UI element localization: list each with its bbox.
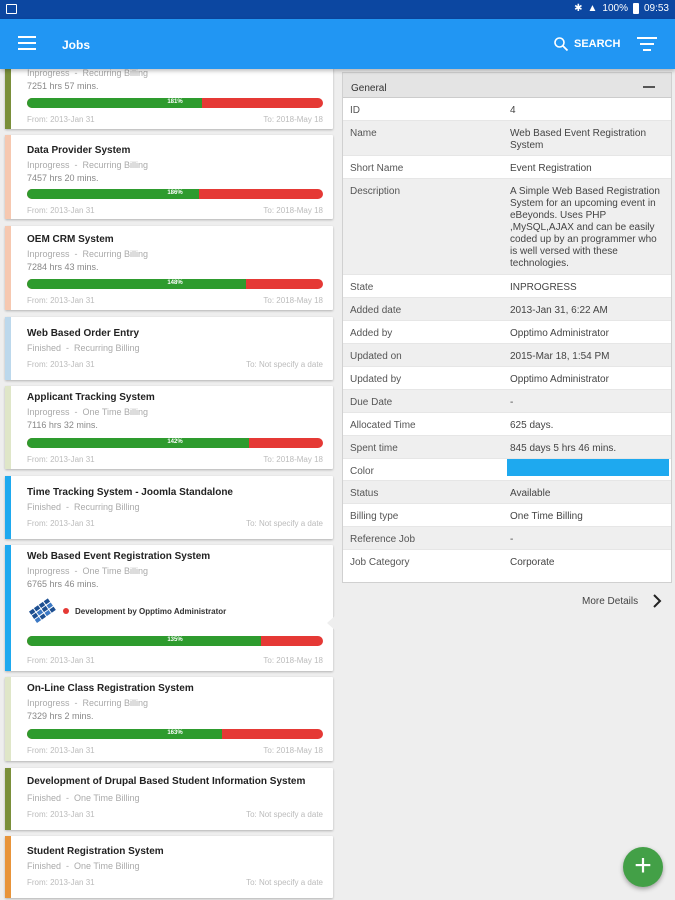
progress-bar xyxy=(27,729,323,739)
job-to-date: To: Not specify a date xyxy=(246,878,323,887)
job-color-strip xyxy=(5,386,11,469)
job-color-strip xyxy=(5,69,11,129)
job-to-date: To: 2018-May 18 xyxy=(263,206,323,215)
more-details-link[interactable] xyxy=(582,594,662,608)
job-to-date: To: Not specify a date xyxy=(246,810,323,819)
job-card[interactable]: Web Based Order Entry Finished - Recurring Billing From: 2013-Jan 31 To: Not specify a date xyxy=(5,317,333,380)
progress-bar xyxy=(27,189,323,199)
job-status: Inprogress xyxy=(27,160,70,170)
detail-row-allocated-time: Allocated Time 625 days. xyxy=(343,413,671,436)
job-from-date: From: 2013-Jan 31 xyxy=(27,746,95,755)
more-details-label: More Details xyxy=(582,595,639,607)
progress-bar xyxy=(27,98,323,108)
job-title: Student Registration System xyxy=(27,846,164,857)
job-status: Inprogress xyxy=(27,698,70,708)
job-to-date: To: 2018-May 18 xyxy=(263,296,323,305)
progress-label: 148% xyxy=(167,280,183,286)
job-card[interactable]: Inprogress - Recurring Billing 7251 hrs 57 mins. 181% From: 2013-Jan 31 To: 2018-May 18 xyxy=(5,69,333,129)
job-card[interactable]: On-Line Class Registration System Inprogress - Recurring Billing 7329 hrs 2 mins. 163% From: 2013-Jan 31 To: 2018-May 18 xyxy=(5,677,333,761)
job-card[interactable]: Data Provider System Inprogress - Recurring Billing 7457 hrs 20 mins. 186% From: 2013-Jan 31 To: 2018-May 18 xyxy=(5,135,333,219)
job-to-date: To: 2018-May 18 xyxy=(263,455,323,464)
job-billing: Recurring Billing xyxy=(74,343,140,353)
detail-row-updated-on: Updated on 2015-Mar 18, 1:54 PM xyxy=(343,344,671,367)
job-from-date: From: 2013-Jan 31 xyxy=(27,656,95,665)
job-hours: 7457 hrs 20 mins. xyxy=(27,173,99,183)
job-card[interactable]: OEM CRM System Inprogress - Recurring Billing 7284 hrs 43 mins. 148% From: 2013-Jan 31 To: 2018-May 18 xyxy=(5,226,333,310)
job-title: On-Line Class Registration System xyxy=(27,683,194,694)
job-billing: One Time Billing xyxy=(82,407,149,417)
job-to-date: To: 2018-May 18 xyxy=(263,746,323,755)
job-card[interactable]: Time Tracking System - Joomla Standalone Finished - Recurring Billing From: 2013-Jan 31 To: Not specify a date xyxy=(5,476,333,539)
job-color-strip xyxy=(5,226,11,310)
developer-status-dot xyxy=(63,608,69,614)
detail-row-spent-time: Spent time 845 days 5 hrs 46 mins. xyxy=(343,436,671,459)
filter-icon[interactable] xyxy=(637,37,657,51)
job-status: Inprogress xyxy=(27,249,70,259)
job-detail-panel xyxy=(342,72,672,583)
job-status: Finished xyxy=(27,502,62,512)
job-card[interactable]: Development of Drupal Based Student Information System Finished - One Time Billing From: 2013-Jan 31 To: Not specify a date xyxy=(5,768,333,830)
app-bar xyxy=(0,19,675,69)
detail-row-added-date: Added date 2013-Jan 31, 6:22 AM xyxy=(343,298,671,321)
detail-row-description: Description A Simple Web Based Registration System for an upcoming event in eBeyonds. Uses PHP ,MySQL,AJAX and can be easily coded up by an programmer who is well versed with these technologies. xyxy=(343,179,671,275)
job-hours: 7284 hrs 43 mins. xyxy=(27,262,99,272)
search-label: SEARCH xyxy=(574,38,621,50)
job-from-date: From: 2013-Jan 31 xyxy=(27,206,95,215)
job-color-strip xyxy=(5,836,11,898)
detail-row-color: Color xyxy=(343,459,671,481)
chevron-right-icon xyxy=(652,594,662,608)
job-color-strip xyxy=(5,476,11,539)
gallery-icon xyxy=(6,4,17,14)
detail-row-reference-job: Reference Job - xyxy=(343,527,671,550)
battery-icon xyxy=(633,3,639,14)
job-title: Applicant Tracking System xyxy=(27,392,155,403)
detail-row-due-date: Due Date - xyxy=(343,390,671,413)
selection-pointer xyxy=(327,615,336,631)
job-hours: 6765 hrs 46 mins. xyxy=(27,579,99,589)
battery-percent: 100% xyxy=(602,3,628,14)
progress-label: 186% xyxy=(167,190,183,196)
job-title: OEM CRM System xyxy=(27,234,114,245)
job-billing: Recurring Billing xyxy=(74,502,140,512)
job-from-date: From: 2013-Jan 31 xyxy=(27,455,95,464)
collapse-icon[interactable] xyxy=(643,86,655,88)
job-status: Finished xyxy=(27,793,62,803)
job-billing: Recurring Billing xyxy=(82,69,149,78)
job-color-strip xyxy=(5,135,11,219)
job-from-date: From: 2013-Jan 31 xyxy=(27,810,95,819)
job-billing: Recurring Billing xyxy=(82,249,149,259)
detail-row-added-by: Added by Opptimo Administrator xyxy=(343,321,671,344)
company-logo xyxy=(27,598,57,624)
job-billing: Recurring Billing xyxy=(82,698,149,708)
search-button[interactable] xyxy=(553,34,620,54)
job-card[interactable]: Applicant Tracking System Inprogress - One Time Billing 7116 hrs 32 mins. 142% From: 2013-Jan 31 To: 2018-May 18 xyxy=(5,386,333,469)
job-status: Finished xyxy=(27,343,62,353)
status-bar xyxy=(0,0,675,19)
job-from-date: From: 2013-Jan 31 xyxy=(27,878,95,887)
job-status: Inprogress xyxy=(27,69,70,78)
detail-row-name: Name Web Based Event Registration System xyxy=(343,121,671,156)
job-from-date: From: 2013-Jan 31 xyxy=(27,519,95,528)
job-to-date: To: Not specify a date xyxy=(246,519,323,528)
job-color-strip xyxy=(5,545,11,671)
job-color-strip xyxy=(5,677,11,761)
job-color-strip xyxy=(5,317,11,380)
hamburger-menu-icon[interactable] xyxy=(18,36,36,50)
job-hours: 7251 hrs 57 mins. xyxy=(27,81,99,91)
section-title: General xyxy=(351,83,387,94)
progress-bar xyxy=(27,636,323,646)
job-title: Development of Drupal Based Student Information System xyxy=(27,776,306,787)
job-list[interactable] xyxy=(0,69,338,900)
detail-row-short-name: Short Name Event Registration xyxy=(343,156,671,179)
developer-label: Development by Opptimo Administrator xyxy=(75,606,227,616)
job-title: Web Based Order Entry xyxy=(27,328,140,339)
job-status: Finished xyxy=(27,861,62,871)
job-hours: 7116 hrs 32 mins. xyxy=(27,420,98,430)
job-title: Data Provider System xyxy=(27,145,131,156)
detail-row-billing-type: Billing type One Time Billing xyxy=(343,504,671,527)
progress-label: 142% xyxy=(167,439,183,445)
job-billing: One Time Billing xyxy=(74,793,140,803)
page-title: Jobs xyxy=(62,38,91,52)
job-status: Inprogress xyxy=(27,407,70,417)
progress-label: 163% xyxy=(167,730,183,736)
clock: 09:53 xyxy=(643,3,669,14)
job-to-date: To: 2018-May 18 xyxy=(263,656,323,665)
job-billing: Recurring Billing xyxy=(82,160,149,170)
job-billing: One Time Billing xyxy=(82,566,149,576)
detail-row-state: State INPROGRESS xyxy=(343,275,671,298)
progress-bar xyxy=(27,279,323,289)
search-icon xyxy=(553,36,569,52)
job-billing: One Time Billing xyxy=(74,861,140,871)
progress-bar xyxy=(27,438,323,448)
job-from-date: From: 2013-Jan 31 xyxy=(27,115,95,124)
job-card[interactable]: Student Registration System Finished - One Time Billing From: 2013-Jan 31 To: Not specify a date xyxy=(5,836,333,898)
job-color-strip xyxy=(5,768,11,830)
detail-section-header[interactable] xyxy=(343,73,671,98)
job-status: Inprogress xyxy=(27,566,70,576)
job-title: Time Tracking System - Joomla Standalone xyxy=(27,487,233,498)
job-to-date: To: 2018-May 18 xyxy=(263,115,323,124)
detail-row-status: Status Available xyxy=(343,481,671,504)
job-title: Web Based Event Registration System xyxy=(27,551,211,562)
progress-label: 135% xyxy=(167,637,183,643)
job-card-selected[interactable]: Web Based Event Registration System Inprogress - One Time Billing 6765 hrs 46 mins. Development by Opptimo Administrator 135% From: 2013-Jan 31 To: 2018-May 18 xyxy=(5,545,333,671)
add-job-button[interactable]: + xyxy=(623,847,663,887)
bluetooth-icon: ✱ xyxy=(574,3,583,14)
job-hours: 7329 hrs 2 mins. xyxy=(27,711,94,721)
progress-label: 181% xyxy=(167,99,183,105)
detail-row-job-category: Job Category Corporate xyxy=(350,557,555,568)
detail-row-id: ID 4 xyxy=(343,98,671,121)
detail-row-updated-by: Updated by Opptimo Administrator xyxy=(343,367,671,390)
job-from-date: From: 2013-Jan 31 xyxy=(27,296,95,305)
job-from-date: From: 2013-Jan 31 xyxy=(27,360,95,369)
signal-icon: ▲ xyxy=(587,3,598,14)
job-to-date: To: Not specify a date xyxy=(246,360,323,369)
job-color-swatch xyxy=(507,459,669,476)
